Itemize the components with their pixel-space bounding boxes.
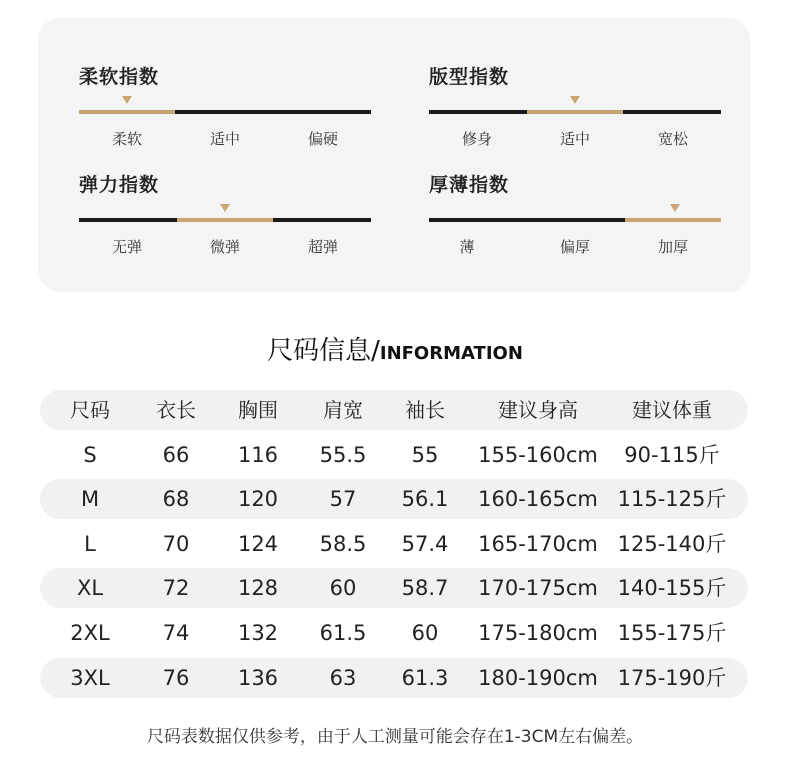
fabric-index-panel [38,18,750,292]
table-cell: 55 [411,442,439,467]
softness-index [79,62,371,162]
selection-marker-icon [122,96,132,104]
table-cell: 175-190斤 [617,665,727,690]
table-cell: 68 [162,487,190,512]
table-header-row [40,390,748,430]
selection-marker-icon [220,204,230,212]
table-row [40,435,748,475]
table-cell: 136 [237,665,279,690]
size-table [40,390,748,702]
table-cell: 115-125斤 [617,487,727,512]
table-row [40,613,748,653]
table-cell: XL [76,576,104,601]
index-scale-highlight [527,110,623,114]
table-cell: 3XL [70,665,110,690]
table-cell: 180-190cm [478,665,598,690]
table-cell: 175-180cm [478,620,598,645]
table-cell: 125-140斤 [617,531,727,556]
table-row [40,658,748,698]
index-scale-highlight [177,218,273,222]
table-cell: 56.1 [401,487,449,512]
fit-index [429,62,721,162]
table-cell: L [84,531,96,556]
table-cell: 165-170cm [478,531,598,556]
table-cell: 70 [162,531,190,556]
table-cell: 140-155斤 [617,576,727,601]
index-scale-bar [429,110,721,114]
table-header-cell: 肩宽 [323,398,363,422]
thickness-index [429,170,721,270]
table-cell: 63 [329,665,357,690]
index-option-label: 修身 [461,130,492,148]
measurement-disclaimer: 尺码表数据仅供参考，由于人工测量可能会存在1-3CM左右偏差。 [146,727,644,747]
table-row [40,568,748,608]
table-cell: 155-160cm [478,442,598,467]
size-info-title-zh: 尺码信息/ [267,336,380,366]
size-info-heading [0,330,790,367]
index-option-label: 偏硬 [307,130,338,148]
table-cell: 66 [162,442,190,467]
selection-marker-icon [670,204,680,212]
size-info-title-en: INFORMATION [379,343,523,364]
table-header-cell: 建议体重 [632,398,712,422]
table-cell: 60 [411,620,439,645]
index-option-label: 偏厚 [559,238,590,256]
index-option-label: 加厚 [657,238,688,256]
index-scale-highlight [79,110,175,114]
table-cell: 120 [237,487,279,512]
index-option-label: 适中 [209,130,240,148]
table-cell: 155-175斤 [617,620,727,645]
table-cell: 132 [237,620,279,645]
table-cell: 128 [237,576,279,601]
table-cell: 60 [329,576,357,601]
selection-marker-icon [570,96,580,104]
table-cell: 57.4 [401,531,449,556]
table-cell: 58.7 [401,576,449,601]
table-cell: 116 [237,442,279,467]
index-scale-bar [429,218,721,222]
index-option-label: 柔软 [111,130,142,148]
table-header-cell: 建议身高 [498,398,578,422]
index-scale-bar [79,110,371,114]
table-header-cell: 衣长 [156,398,196,422]
table-cell: 72 [162,576,190,601]
index-option-label: 适中 [559,130,590,148]
table-cell: 55.5 [319,442,367,467]
index-scale-highlight [625,218,721,222]
table-cell: 170-175cm [478,576,598,601]
table-cell: 61.5 [319,620,367,645]
table-cell: 2XL [70,620,110,645]
index-title: 柔软指数 [79,66,160,88]
index-option-label: 微弹 [209,238,240,256]
table-cell: 58.5 [319,531,367,556]
table-cell: 57 [329,487,357,512]
elasticity-index [79,170,371,270]
table-header-cell: 尺码 [70,398,110,422]
table-cell: 74 [162,620,190,645]
index-option-label: 超弹 [307,238,338,256]
table-row [40,524,748,564]
table-header-cell: 胸围 [238,398,278,422]
table-header-cell: 袖长 [405,398,445,422]
index-title: 厚薄指数 [429,174,510,196]
index-option-label: 宽松 [657,130,688,148]
table-cell: 61.3 [401,665,449,690]
table-cell: M [80,487,100,512]
index-scale-bar [79,218,371,222]
table-cell: 90-115斤 [624,442,720,467]
table-cell: 76 [162,665,190,690]
index-option-label: 无弹 [111,238,142,256]
index-title: 版型指数 [429,66,510,88]
table-row [40,479,748,519]
table-cell: 124 [237,531,279,556]
index-title: 弹力指数 [79,174,160,196]
table-cell: S [83,442,97,467]
index-option-label: 薄 [459,238,475,256]
table-cell: 160-165cm [478,487,598,512]
